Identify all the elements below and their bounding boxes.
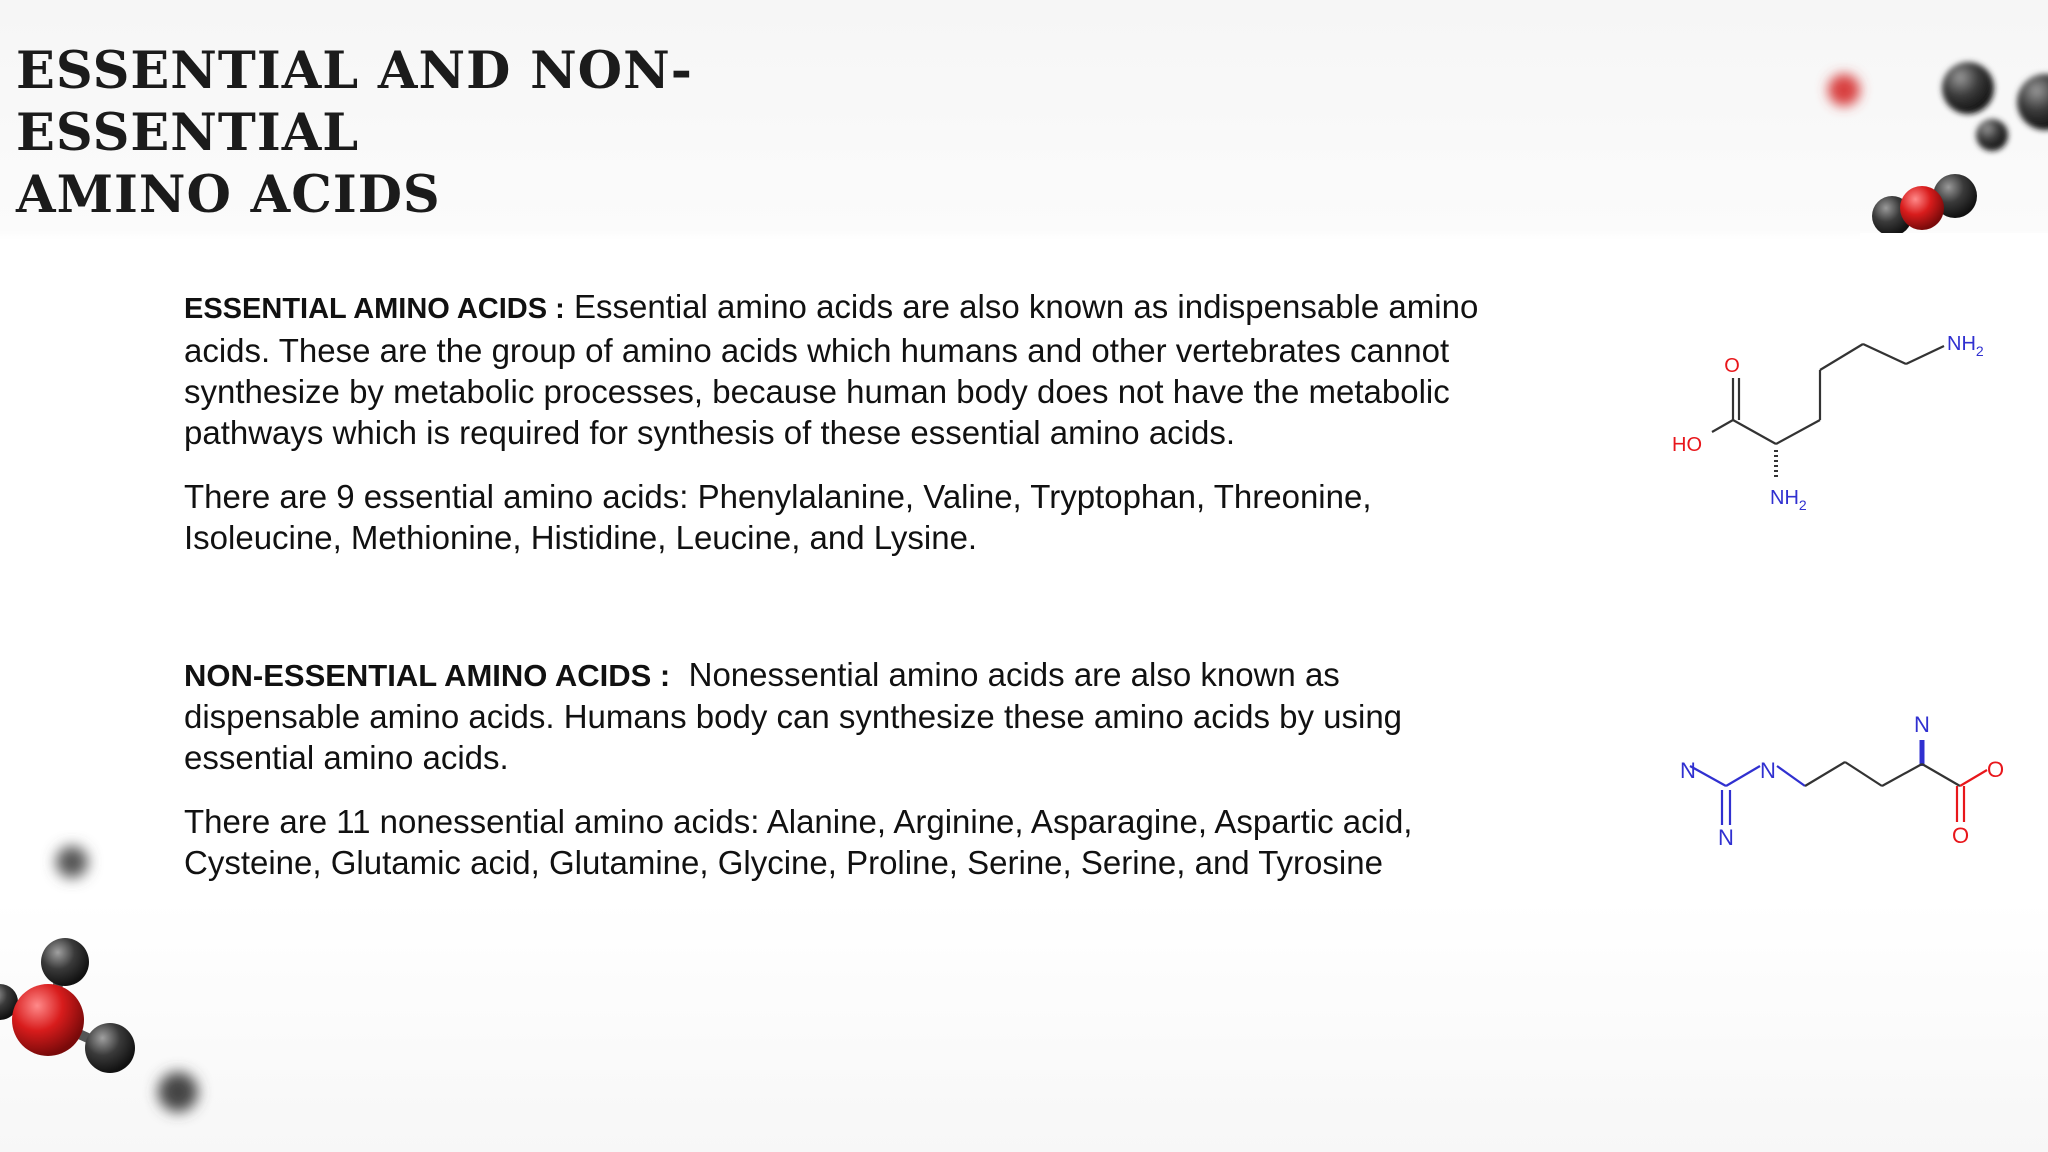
slide-title [16,40,1016,226]
svg-text:NH2 [1947,333,1984,359]
non-essential-list-line-2: Cysteine, Glutamic acid, Glutamine, Glycine, Proline, Serine, Serine, and Tyrosine [184,844,1383,881]
essential-heading: ESSENTIAL AMINO ACIDS : [184,293,565,325]
essential-section [184,286,1544,558]
lysine-side-amino: NH [1947,333,1976,355]
lysine-carbonyl-oxygen: O [1724,355,1740,377]
sphere-dark [1942,62,1994,114]
lysine-bonds [1712,344,1944,480]
sphere-dark-edge [2017,74,2048,130]
sphere-dark-blurred-top [56,846,88,878]
svg-text:NH2 [1770,487,1807,513]
arginine-o2: O [1952,823,1970,848]
arginine-o1: O [1987,757,2005,782]
arginine-n3: N [1718,825,1734,850]
lysine-alpha-amino-sub: 2 [1798,497,1807,513]
essential-line-2: acids. These are the group of amino acids which humans and other vertebrates cannot [184,332,1450,369]
arginine-alpha-n: N [1914,712,1930,737]
sphere-mask [1860,233,2048,240]
essential-list [184,476,1544,558]
sphere-dark-blurred-bottom [158,1072,198,1112]
sphere-dark-small [1976,119,2008,151]
lysine-hydroxyl: HO [1672,434,1702,456]
non-essential-list-line-1: There are 11 nonessential amino acids: Alanine, Arginine, Asparagine, Aspartic acid, [184,803,1413,840]
slide-title-line-1: ESSENTIAL AND NON-ESSENTIAL [16,41,693,163]
arginine-n2: N [1760,758,1776,783]
lysine-side-amino-sub: 2 [1975,343,1984,359]
sphere-red-large [12,984,84,1056]
lysine-structure-diagram [1650,320,2010,520]
essential-list-line-1: There are 9 essential amino acids: Phenylalanine, Valine, Tryptophan, Threonine, [184,478,1372,515]
non-essential-heading: NON-ESSENTIAL AMINO ACIDS : [184,658,671,693]
essential-line-3: synthesize by metabolic processes, because human body does not have the metabolic [184,373,1450,410]
non-essential-line-2: dispensable amino acids. Humans body can synthesize these amino acids by using [184,698,1403,735]
non-essential-line-1: Nonessential amino acids are also known as [688,656,1340,693]
non-essential-section [184,654,1544,883]
sphere-red [1900,186,1944,230]
non-essential-list [184,801,1544,883]
non-essential-line-3: essential amino acids. [184,739,509,776]
non-essential-paragraph [184,654,1544,778]
molecule-decoration-bottom-left [0,830,230,1152]
arginine-structure-diagram [1660,700,2020,860]
sphere-red-blurred [1828,74,1860,106]
essential-list-line-2: Isoleucine, Methionine, Histidine, Leucine, and Lysine. [184,519,978,556]
arginine-c-bonds [1805,762,1987,822]
sphere-dark-top [41,938,89,986]
molecule-decoration-top-right [1780,40,2048,240]
essential-line-4: pathways which is required for synthesis of these essential amino acids. [184,414,1236,451]
slide-title-line-2: AMINO ACIDS [16,165,441,225]
arginine-n1: N [1680,758,1696,783]
essential-line-1: Essential amino acids are also known as indispensable amino [573,288,1479,325]
sphere-dark-right [85,1023,135,1073]
essential-paragraph [184,286,1544,453]
lysine-alpha-amino: NH [1770,487,1799,509]
